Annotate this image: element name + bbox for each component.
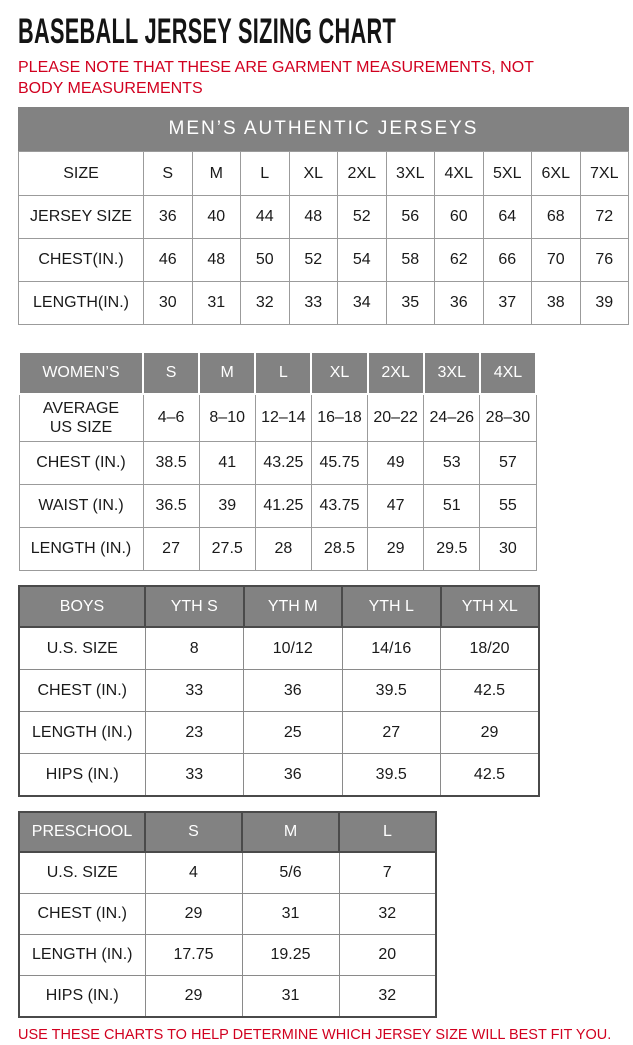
size-value-cell: 29 [441, 712, 540, 754]
size-value-cell: 42.5 [441, 670, 540, 712]
size-value-cell: 58 [386, 239, 435, 282]
size-value-cell: 40 [192, 196, 241, 239]
size-value-cell: 29 [145, 894, 242, 935]
column-header: YTH M [244, 586, 343, 627]
size-value-cell: 76 [580, 239, 629, 282]
size-value-cell: 29 [145, 976, 242, 1018]
size-value-cell: 20 [339, 935, 436, 976]
column-header: WOMEN’S [19, 352, 143, 394]
column-header: BOYS [19, 586, 145, 627]
column-header: S [144, 152, 193, 196]
row-label: CHEST (IN.) [19, 670, 145, 712]
size-value-cell: 36 [244, 670, 343, 712]
table-row [19, 894, 436, 935]
size-value-cell: 33 [145, 754, 244, 797]
table-row [19, 282, 629, 325]
size-value-cell: 38.5 [143, 442, 199, 485]
size-value-cell: 43.75 [311, 485, 367, 528]
header-row [19, 586, 539, 627]
size-value-cell: 66 [483, 239, 532, 282]
column-header: M [242, 812, 339, 852]
size-value-cell: 5/6 [242, 852, 339, 894]
size-value-cell: 39 [580, 282, 629, 325]
size-value-cell: 62 [435, 239, 484, 282]
size-value-cell: 28 [255, 528, 311, 571]
column-header: 3XL [424, 352, 480, 394]
size-value-cell: 23 [145, 712, 244, 754]
size-value-cell: 57 [480, 442, 536, 485]
size-value-cell: 16–18 [311, 394, 367, 442]
size-value-cell: 33 [289, 282, 338, 325]
table-row [19, 712, 539, 754]
size-value-cell: 48 [289, 196, 338, 239]
garment-measurement-note: PLEASE NOTE THAT THESE ARE GARMENT MEASUREMENTS, NOT BODY MEASUREMENTS [18, 59, 534, 97]
size-value-cell: 27.5 [199, 528, 255, 571]
table-row [19, 442, 536, 485]
size-value-cell: 56 [386, 196, 435, 239]
boys-sizing-table [18, 585, 540, 797]
row-label: WAIST (IN.) [19, 485, 143, 528]
size-value-cell: 39.5 [342, 670, 441, 712]
size-value-cell: 47 [368, 485, 424, 528]
column-header: YTH L [342, 586, 441, 627]
mens-sizing-table [18, 151, 629, 325]
size-value-cell: 36 [144, 196, 193, 239]
size-value-cell: 55 [480, 485, 536, 528]
row-label: LENGTH (IN.) [19, 712, 145, 754]
size-value-cell: 50 [241, 239, 290, 282]
header-row [19, 152, 629, 196]
row-label: AVERAGE US SIZE [19, 394, 143, 442]
size-value-cell: 45.75 [311, 442, 367, 485]
table-row [19, 485, 536, 528]
size-value-cell: 24–26 [424, 394, 480, 442]
size-value-cell: 42.5 [441, 754, 540, 797]
row-label: U.S. SIZE [19, 852, 145, 894]
size-value-cell: 4–6 [143, 394, 199, 442]
header-row [19, 352, 536, 394]
size-value-cell: 54 [338, 239, 387, 282]
size-value-cell: 51 [424, 485, 480, 528]
row-label: JERSEY SIZE [19, 196, 144, 239]
size-value-cell: 7 [339, 852, 436, 894]
size-value-cell: 25 [244, 712, 343, 754]
row-label: LENGTH (IN.) [19, 528, 143, 571]
size-value-cell: 12–14 [255, 394, 311, 442]
size-value-cell: 32 [339, 894, 436, 935]
size-value-cell: 14/16 [342, 627, 441, 670]
page-title: BASEBALL JERSEY SIZING CHART [18, 12, 397, 51]
size-value-cell: 64 [483, 196, 532, 239]
table-row [19, 976, 436, 1018]
column-header: L [339, 812, 436, 852]
size-value-cell: 27 [143, 528, 199, 571]
size-value-cell: 46 [144, 239, 193, 282]
size-value-cell: 68 [532, 196, 581, 239]
size-value-cell: 36.5 [143, 485, 199, 528]
size-value-cell: 35 [386, 282, 435, 325]
size-value-cell: 32 [339, 976, 436, 1018]
size-value-cell: 33 [145, 670, 244, 712]
column-header: 7XL [580, 152, 629, 196]
size-value-cell: 18/20 [441, 627, 540, 670]
column-header: 2XL [368, 352, 424, 394]
column-header: M [192, 152, 241, 196]
column-header: YTH XL [441, 586, 540, 627]
size-value-cell: 48 [192, 239, 241, 282]
size-value-cell: 36 [244, 754, 343, 797]
column-header: 2XL [338, 152, 387, 196]
size-value-cell: 44 [241, 196, 290, 239]
column-header: SIZE [19, 152, 144, 196]
row-label: LENGTH (IN.) [19, 935, 145, 976]
womens-sizing-table [18, 351, 537, 571]
size-value-cell: 20–22 [368, 394, 424, 442]
mens-section [18, 107, 633, 325]
row-label: LENGTH(IN.) [19, 282, 144, 325]
column-header: XL [289, 152, 338, 196]
size-value-cell: 31 [242, 894, 339, 935]
row-label: HIPS (IN.) [19, 976, 145, 1018]
table-row [19, 239, 629, 282]
column-header: 4XL [435, 152, 484, 196]
size-value-cell: 28–30 [480, 394, 536, 442]
size-value-cell: 8–10 [199, 394, 255, 442]
column-header: L [255, 352, 311, 394]
table-row [19, 852, 436, 894]
size-value-cell: 29.5 [424, 528, 480, 571]
column-header: 6XL [532, 152, 581, 196]
column-header: 5XL [483, 152, 532, 196]
footer-note: USE THESE CHARTS TO HELP DETERMINE WHICH JERSEY SIZE WILL BEST FIT YOU. [18, 1027, 612, 1043]
size-value-cell: 70 [532, 239, 581, 282]
column-header: PRESCHOOL [19, 812, 145, 852]
preschool-sizing-table [18, 811, 437, 1018]
size-value-cell: 38 [532, 282, 581, 325]
size-value-cell: 60 [435, 196, 484, 239]
column-header: S [145, 812, 242, 852]
size-value-cell: 53 [424, 442, 480, 485]
table-row [19, 670, 539, 712]
size-value-cell: 27 [342, 712, 441, 754]
size-value-cell: 19.25 [242, 935, 339, 976]
table-row [19, 935, 436, 976]
size-value-cell: 39 [199, 485, 255, 528]
size-value-cell: 30 [480, 528, 536, 571]
size-value-cell: 52 [338, 196, 387, 239]
table-row [19, 754, 539, 797]
table-row [19, 394, 536, 442]
size-value-cell: 43.25 [255, 442, 311, 485]
row-label: HIPS (IN.) [19, 754, 145, 797]
column-header: S [143, 352, 199, 394]
column-header: XL [311, 352, 367, 394]
row-label: CHEST (IN.) [19, 442, 143, 485]
size-value-cell: 41 [199, 442, 255, 485]
size-value-cell: 49 [368, 442, 424, 485]
size-value-cell: 31 [242, 976, 339, 1018]
mens-section-header: MEN’S AUTHENTIC JERSEYS [18, 107, 629, 151]
column-header: 4XL [480, 352, 536, 394]
size-value-cell: 17.75 [145, 935, 242, 976]
size-value-cell: 39.5 [342, 754, 441, 797]
row-label: U.S. SIZE [19, 627, 145, 670]
size-value-cell: 34 [338, 282, 387, 325]
size-value-cell: 32 [241, 282, 290, 325]
table-row [19, 627, 539, 670]
size-value-cell: 72 [580, 196, 629, 239]
size-value-cell: 52 [289, 239, 338, 282]
column-header: L [241, 152, 290, 196]
column-header: YTH S [145, 586, 244, 627]
column-header: M [199, 352, 255, 394]
size-value-cell: 29 [368, 528, 424, 571]
table-row [19, 528, 536, 571]
size-value-cell: 41.25 [255, 485, 311, 528]
size-value-cell: 10/12 [244, 627, 343, 670]
size-value-cell: 8 [145, 627, 244, 670]
row-label: CHEST (IN.) [19, 894, 145, 935]
size-value-cell: 36 [435, 282, 484, 325]
size-value-cell: 37 [483, 282, 532, 325]
size-value-cell: 4 [145, 852, 242, 894]
row-label: CHEST(IN.) [19, 239, 144, 282]
table-row [19, 196, 629, 239]
size-value-cell: 28.5 [311, 528, 367, 571]
size-value-cell: 30 [144, 282, 193, 325]
size-value-cell: 31 [192, 282, 241, 325]
column-header: 3XL [386, 152, 435, 196]
header-row [19, 812, 436, 852]
